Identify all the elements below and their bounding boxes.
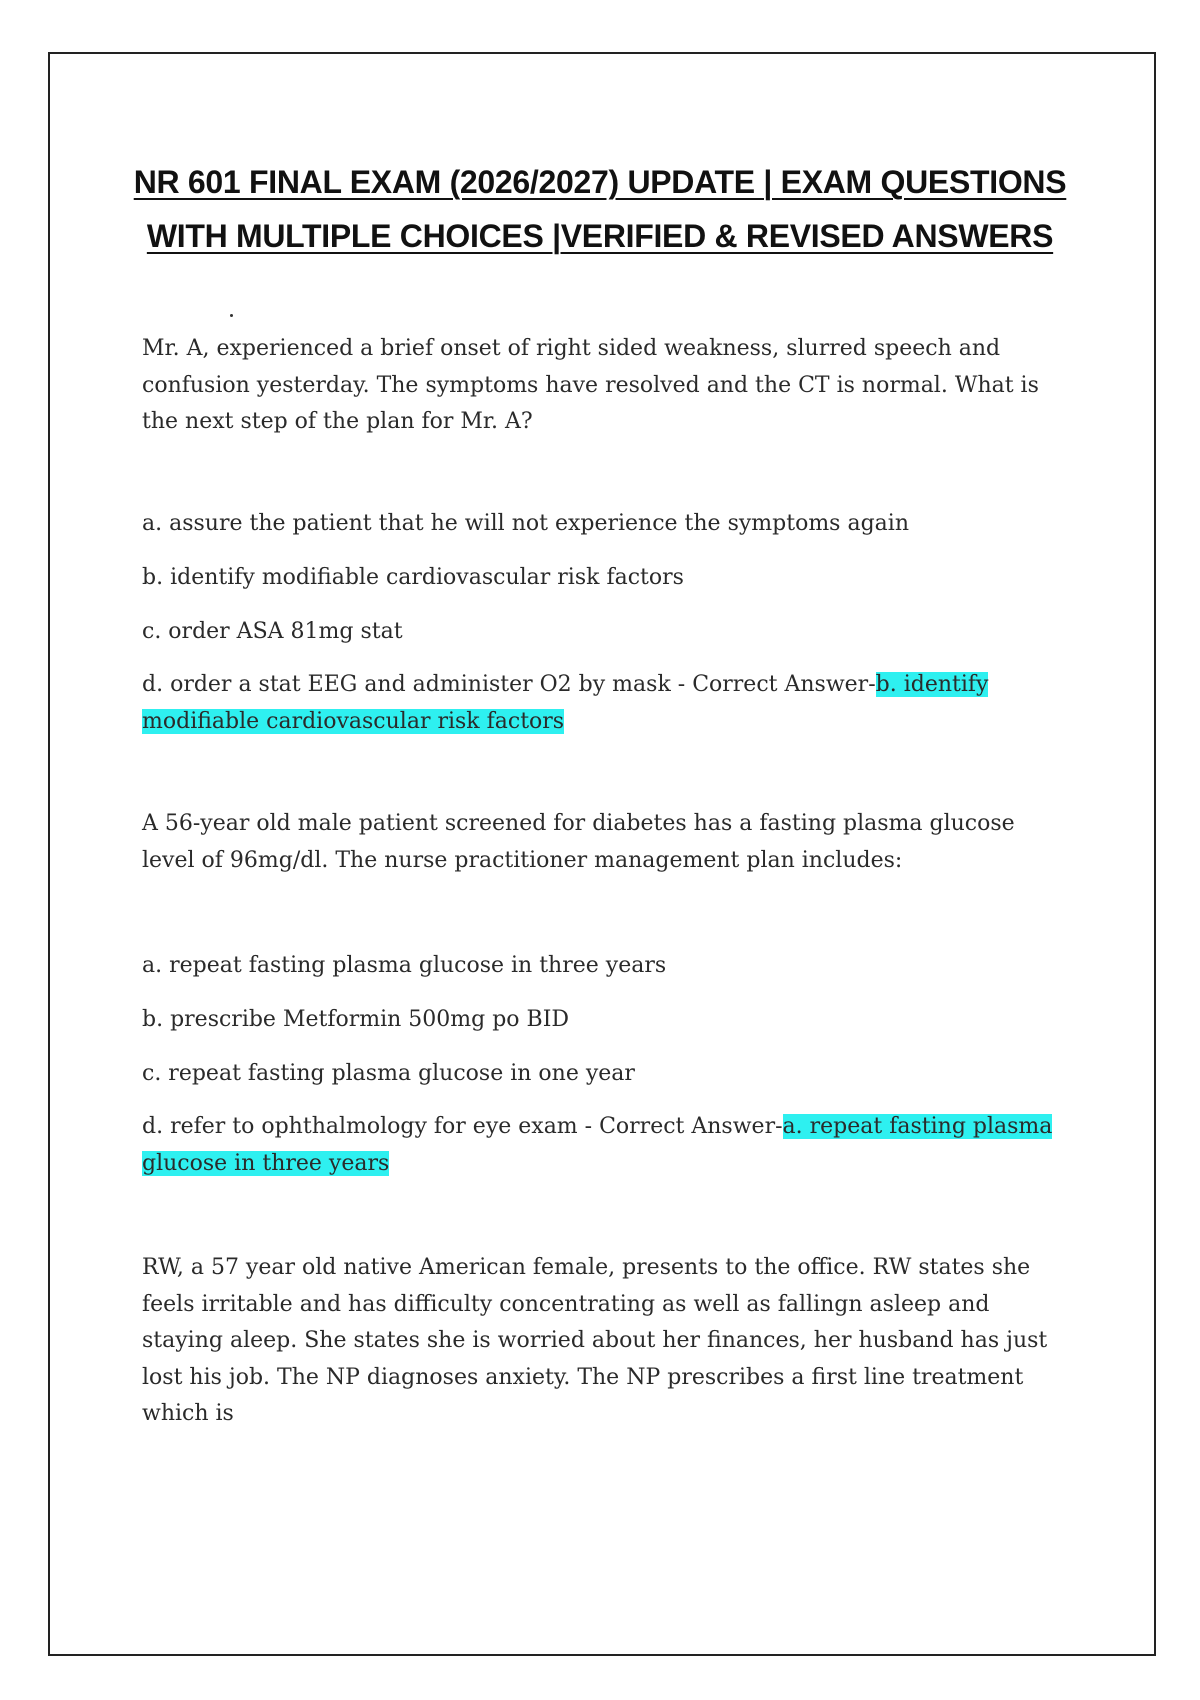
- question-2-option-a: a. repeat fasting plasma glucose in three years: [142, 953, 667, 978]
- question-1-option-d-text: d. order a stat EEG and administer O2 by mask - Correct Answer-: [142, 672, 876, 697]
- question-1-option-c: c. order ASA 81mg stat: [142, 619, 403, 644]
- question-2-option-c: c. repeat fasting plasma glucose in one year: [142, 1061, 635, 1086]
- question-2-option-b: b. prescribe Metformin 500mg po BID: [142, 1007, 570, 1032]
- question-1-option-d: [142, 667, 1072, 740]
- question-2-correct-answer: a. repeat fasting plasma glucose in three years: [142, 1114, 1053, 1176]
- question-2-option-d-text: d. refer to ophthalmology for eye exam - Correct Answer-: [142, 1114, 783, 1139]
- question-1-option-a: a. assure the patient that he will not experience the symptoms again: [142, 511, 909, 536]
- document-title: [60, 155, 1140, 263]
- title-line-2: WITH MULTIPLE CHOICES |VERIFIED & REVISED ANSWERS: [146, 218, 1054, 254]
- question-2-option-d: [142, 1109, 1072, 1182]
- stray-dot: [230, 314, 233, 317]
- question-1-stem: Mr. A, experienced a brief onset of right sided weakness, slurred speech and confusion yesterday. The symptoms have resolved and the CT is normal. What is the next step of the plan for Mr. A?: [142, 336, 1039, 434]
- question-2-stem: A 56-year old male patient screened for diabetes has a fasting plasma glucose level of 96mg/dl. The nurse practitioner management plan includes:: [142, 811, 1015, 873]
- title-line-1: NR 601 FINAL EXAM (2026/2027) UPDATE | EXAM QUESTIONS: [133, 164, 1067, 200]
- question-1-option-b: b. identify modifiable cardiovascular risk factors: [142, 565, 684, 590]
- question-3-stem: RW, a 57 year old native American female, presents to the office. RW states she feels irritable and has difficulty concentrating as well as fallingn asleep and staying aleep. She states she is worried about her finances, her husband has just lost his job. The NP diagnoses anxiety. The NP prescribes a first line treatment which is: [142, 1255, 1048, 1426]
- question-1-correct-answer: b. identify modifiable cardiovascular risk factors: [142, 672, 989, 734]
